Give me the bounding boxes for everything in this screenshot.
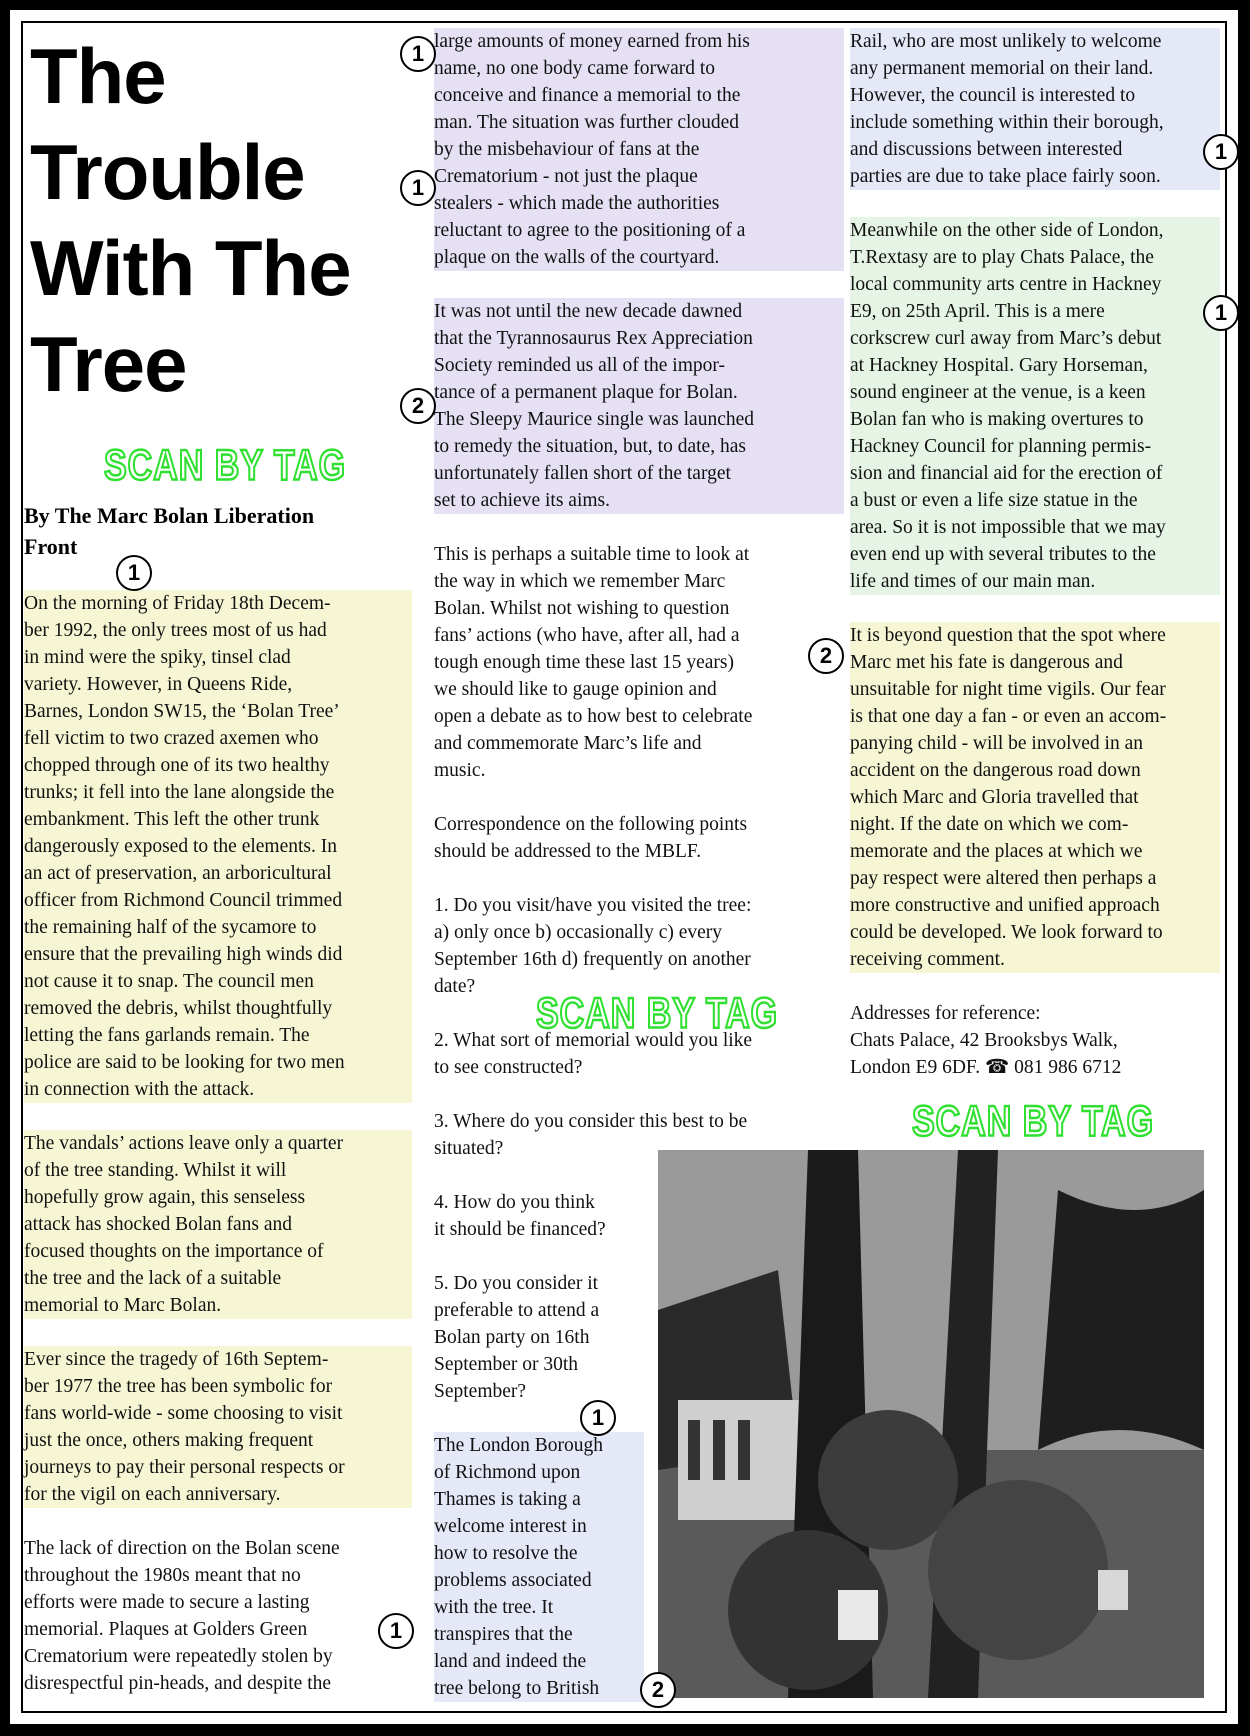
paragraph: The London Borough of Richmond upon Thames is taking a welcome interest in how to resolve the problems associated with the tree. It transpires that the land and indeed the tree belong to British: [434, 1432, 644, 1702]
badge-one: 1: [400, 170, 436, 206]
badge-one: 1: [116, 555, 152, 591]
question: 1. Do you visit/have you visited the tree: a) only once b) occasionally c) every September 16th d) frequently on another date?: [434, 895, 752, 997]
paragraph: Rail, who are most unlikely to welcome any permanent memorial on their land. However, the council is interested to include something within their borough, and discussions between interested parties are due to take place fairly soon.: [850, 28, 1220, 190]
paragraph: It is beyond question that the spot where Marc met his fate is dangerous and unsuitable for night time vigils. Our fear is that one day a fan - or even an accom- panying child - will be involved in an accident on the dangerous road down which Marc and Gloria travelled that night. If the date on which we com- memorate and the places at which we pay respect were altered then perhaps a more constructive and unified approach could be developed. We look forward to receiving comment.: [850, 622, 1220, 973]
tree-photo: [658, 1150, 1204, 1698]
badge-one: 1: [1203, 295, 1239, 331]
badge-one: 1: [580, 1400, 616, 1436]
tree-photo-image: [658, 1150, 1204, 1698]
addresses: Addresses for reference: Chats Palace, 42 Brooksbys Walk, London E9 6DF. ☎ 081 986 6712: [850, 1003, 1122, 1078]
badge-one: 1: [378, 1613, 414, 1649]
question: 4. How do you think it should be financed?: [434, 1192, 606, 1240]
badge-two: 2: [808, 638, 844, 674]
paragraph: The lack of direction on the Bolan scene throughout the 1980s meant that no efforts were made to secure a lasting memorial. Plaques at Golders Green Crematorium were repeatedly stolen by disrespectful pin-heads, and despite the: [24, 1538, 340, 1694]
question: 5. Do you consider it preferable to attend a Bolan party on 16th September or 30th September?: [434, 1273, 600, 1402]
article-title: The Trouble With The Tree: [30, 32, 351, 408]
paragraph: large amounts of money earned from his name, no one body came forward to conceive and finance a memorial to the man. The situation was further clouded by the misbehaviour of fans at the Crematorium - not just the plaque stealers - which made the authorities reluctant to agree to the positioning of a plaque on the walls of the courtyard.: [434, 28, 844, 271]
question: 2. What sort of memorial would you like to see constructed?: [434, 1030, 753, 1078]
badge-one: 1: [400, 36, 436, 72]
column-3: [850, 28, 1220, 1108]
paragraph: This is perhaps a suitable time to look at the way in which we remember Marc Bolan. Whilst not wishing to question fans’ actions (who have, after all, had a tough enough time these last 15 years) we should like to gauge opinion and open a debate as to how best to celebrate and commemorate Marc’s life and music.: [434, 544, 753, 781]
article-byline: By The Marc Bolan Liberation Front: [24, 503, 315, 559]
watermark: SCAN BY TAG: [912, 1098, 1155, 1146]
paragraph: Ever since the tragedy of 16th Septem- ber 1977 the tree has been symbolic for fans world-wide - some choosing to visit just the once, others making frequent journeys to pay their personal respects or for the vigil on each anniversary.: [24, 1346, 412, 1508]
watermark: SCAN BY TAG: [104, 442, 347, 490]
question: 3. Where do you consider this best to be situated?: [434, 1111, 748, 1159]
badge-one: 1: [1203, 134, 1239, 170]
paragraph: It was not until the new decade dawned that the Tyrannosaurus Rex Appreciation Society reminded us all of the impor- tance of a permanent plaque for Bolan. The Sleepy Maurice single was launched to remedy the situation, but, to date, has unfortunately fallen short of the target set to achieve its aims.: [434, 298, 844, 514]
paragraph: Meanwhile on the other side of London, T.Rextasy are to play Chats Palace, the local community arts centre in Hackney E9, on 25th April. This is a mere corkscrew curl away from Marc’s debut at Hackney Hospital. Gary Horseman, sound engineer at the venue, is a keen Bolan fan who is making overtures to Hackney Council for planning permis- sion and financial aid for the erection of a bust or even a life size statue in the area. So it is not impossible that we may even end up with several tributes to the life and times of our main man.: [850, 217, 1220, 595]
paragraph: On the morning of Friday 18th Decem- ber 1992, the only trees most of us had in mind were the spiky, tinsel clad variety. However, in Queens Ride, Barnes, London SW15, the ‘Bolan Tree’ fell victim to two crazed axemen who chopped through one of its two healthy trunks; it fell into the lane alongside the embankment. This left the other trunk dangerously exposed to the elements. In an act of preservation, an arboricultural officer from Richmond Council trimmed the remaining half of the sycamore to ensure that the prevailing high winds did not cause it to snap. The council men removed the debris, whilst thoughtfully letting the fans garlands remain. The police are said to be looking for two men in connection with the attack.: [24, 590, 412, 1103]
paragraph: The vandals’ actions leave only a quarter of the tree standing. Whilst it will hopefully grow again, this senseless attack has shocked Bolan fans and focused thoughts on the importance of the tree and the lack of a suitable memorial to Marc Bolan.: [24, 1130, 412, 1319]
column-1: [24, 590, 412, 1724]
badge-two: 2: [640, 1672, 676, 1708]
watermark: SCAN BY TAG: [536, 990, 779, 1038]
paragraph: Correspondence on the following points should be addressed to the MBLF.: [434, 814, 748, 862]
badge-two: 2: [400, 388, 436, 424]
